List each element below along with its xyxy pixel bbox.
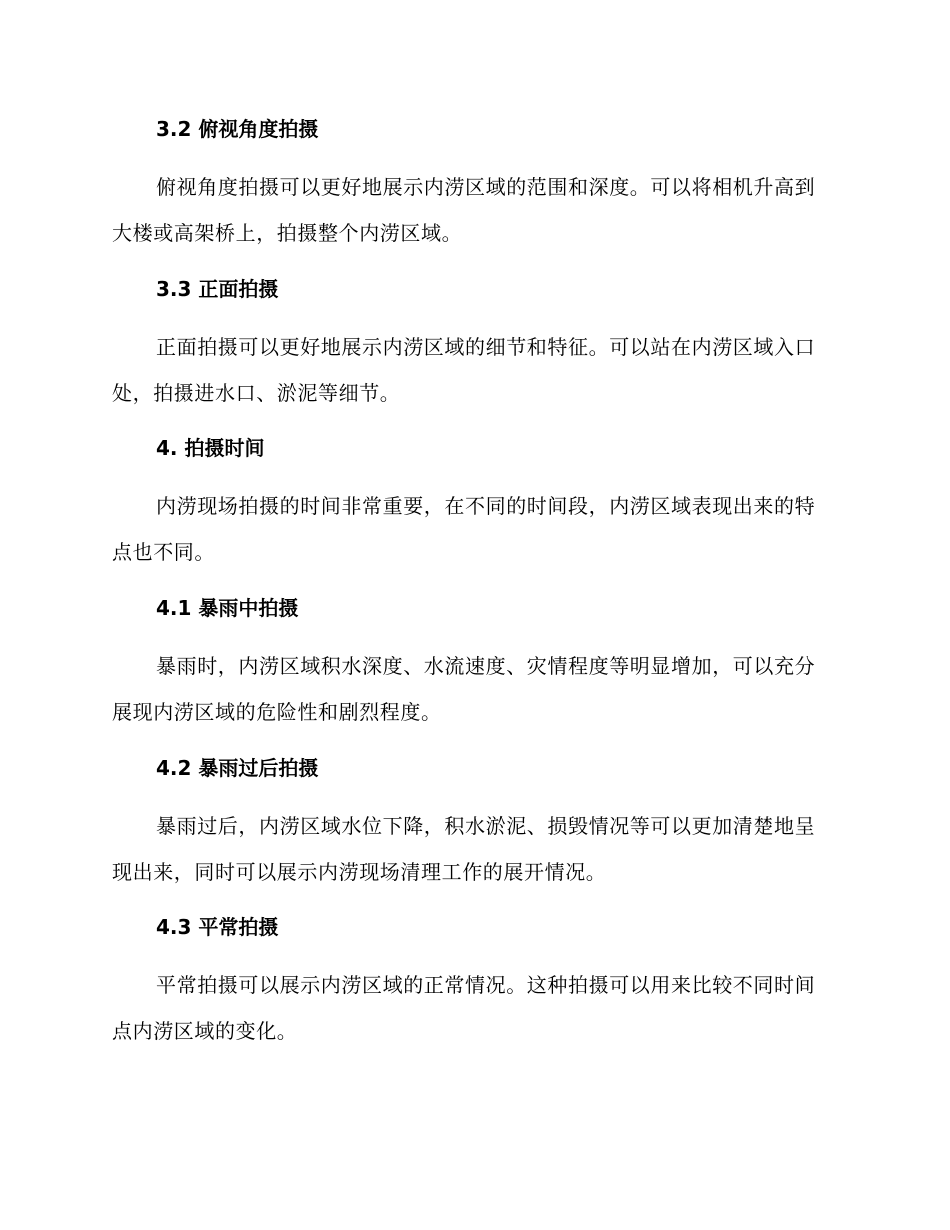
section-paragraph: 正面拍摄可以更好地展示内涝区域的细节和特征。可以站在内涝区域入口处，拍摄进水口、淤泥等细节。 [112, 335, 816, 405]
section-paragraph: 平常拍摄可以展示内涝区域的正常情况。这种拍摄可以用来比较不同时间点内涝区域的变化。 [112, 973, 816, 1043]
section-paragraph: 暴雨时，内涝区域积水深度、水流速度、灾情程度等明显增加，可以充分展现内涝区域的危险性和剧烈程度。 [112, 654, 816, 724]
section-heading: 3.3 正面拍摄 [156, 277, 279, 301]
section-heading: 4.1 暴雨中拍摄 [156, 596, 299, 620]
section-heading: 4.3 平常拍摄 [156, 915, 279, 939]
section-paragraph: 俯视角度拍摄可以更好地展示内涝区域的范围和深度。可以将相机升高到大楼或高架桥上，拍摄整个内涝区域。 [112, 175, 816, 245]
section-paragraph: 暴雨过后，内涝区域水位下降，积水淤泥、损毁情况等可以更加清楚地呈现出来，同时可以展示内涝现场清理工作的展开情况。 [112, 814, 816, 884]
section-heading: 4. 拍摄时间 [156, 436, 265, 460]
section-heading: 4.2 暴雨过后拍摄 [156, 756, 319, 780]
section-heading: 3.2 俯视角度拍摄 [156, 117, 319, 141]
section-paragraph: 内涝现场拍摄的时间非常重要，在不同的时间段，内涝区域表现出来的特点也不同。 [112, 494, 816, 564]
